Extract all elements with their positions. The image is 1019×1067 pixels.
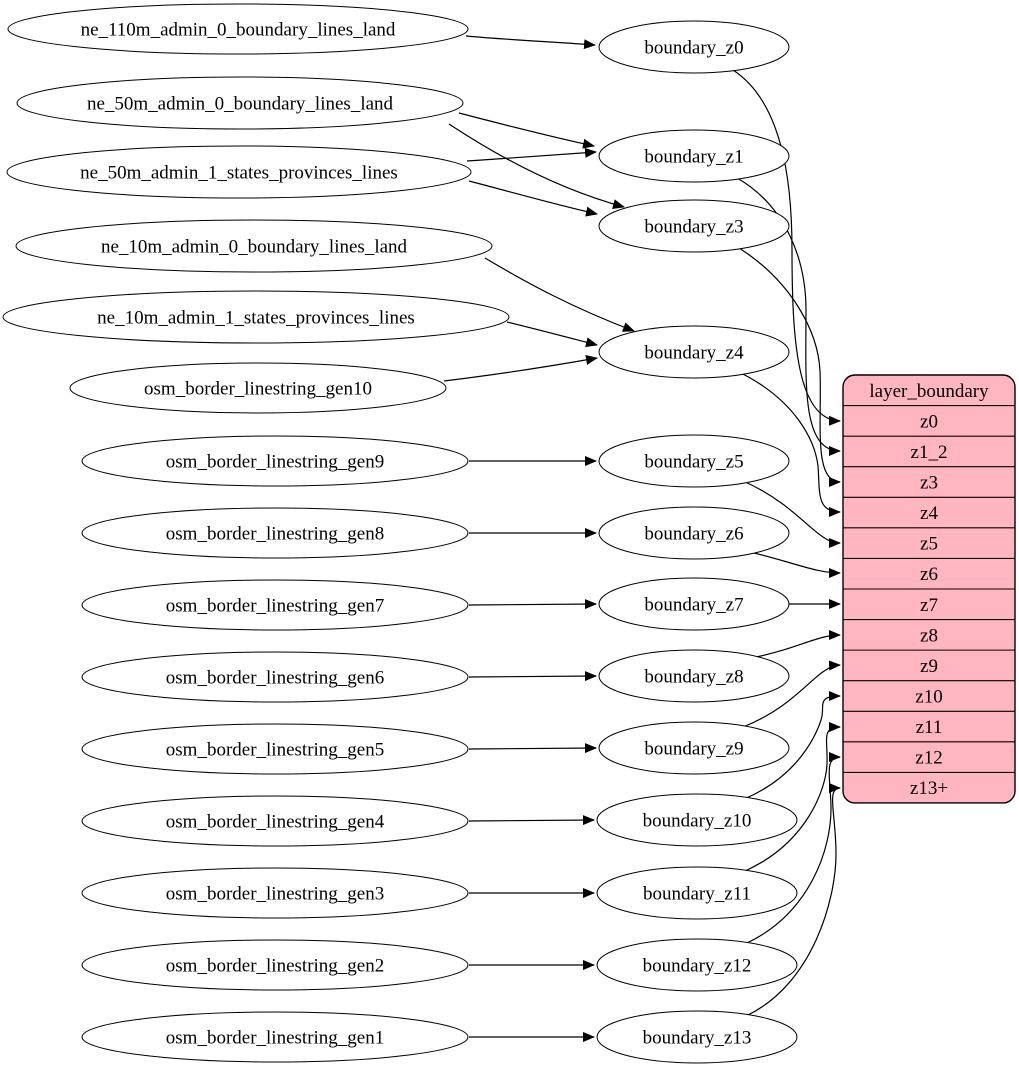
node-boundary_z10 (597, 794, 797, 846)
node-boundary_z11 (597, 867, 797, 919)
node-ne_110m_admin_0_boundary_lines_land (8, 4, 468, 54)
node-ne_10m_admin_1_states_provinces_lines (3, 291, 509, 343)
table-layer_boundary-title: layer_boundary (869, 380, 989, 402)
node-osm_border_linestring_gen2-label: osm_border_linestring_gen2 (165, 955, 385, 977)
node-ne_10m_admin_0_boundary_lines_land (16, 220, 492, 272)
node-ne_10m_admin_0_boundary_lines_land-label: ne_10m_admin_0_boundary_lines_land (100, 236, 408, 258)
table-row-z5: z5 (920, 533, 938, 555)
edge-boundary_z8-to-layer_boundary.z8 (746, 635, 840, 659)
node-osm_border_linestring_gen5 (82, 724, 468, 774)
edge-ne_50m_admin_0_boundary_lines_land-to-boundary_z3 (449, 124, 624, 207)
table-row-z3: z3 (920, 472, 938, 494)
edge-ne_110m_admin_0_boundary_lines_land-to-boundary_z0 (466, 36, 595, 45)
node-osm_border_linestring_gen5-label: osm_border_linestring_gen5 (165, 739, 385, 761)
node-osm_border_linestring_gen1 (82, 1012, 468, 1062)
table-row-z9: z9 (920, 655, 938, 677)
node-osm_border_linestring_gen10-label: osm_border_linestring_gen10 (144, 378, 372, 400)
node-osm_border_linestring_gen3-label: osm_border_linestring_gen3 (165, 883, 385, 905)
node-osm_border_linestring_gen8 (82, 508, 468, 558)
node-boundary_z6-label: boundary_z6 (644, 523, 744, 545)
node-boundary_z4-label: boundary_z4 (644, 342, 744, 364)
node-layer (3, 4, 797, 1063)
node-boundary_z1 (599, 130, 789, 182)
node-boundary_z4 (599, 326, 789, 378)
edge-osm_border_linestring_gen5-to-boundary_z9 (469, 748, 596, 749)
node-boundary_z12-label: boundary_z12 (642, 955, 752, 977)
node-boundary_z11-label: boundary_z11 (643, 883, 751, 905)
edge-ne_50m_admin_1_states_provinces_lines-to-boundary_z1 (467, 152, 596, 161)
node-boundary_z9-label: boundary_z9 (644, 738, 744, 760)
node-osm_border_linestring_gen10 (70, 363, 446, 413)
node-boundary_z12 (597, 939, 797, 991)
node-osm_border_linestring_gen8-label: osm_border_linestring_gen8 (165, 523, 385, 545)
edge-ne_50m_admin_0_boundary_lines_land-to-boundary_z1 (459, 113, 594, 146)
table-row-z6: z6 (920, 564, 938, 586)
edge-osm_border_linestring_gen4-to-boundary_z10 (469, 820, 594, 821)
edge-osm_border_linestring_gen7-to-boundary_z7 (469, 604, 596, 605)
table-row-z10: z10 (915, 686, 943, 708)
table-row-z13+: z13+ (909, 778, 949, 800)
table-row-z11: z11 (915, 717, 943, 739)
node-boundary_z3-label: boundary_z3 (644, 216, 744, 238)
node-boundary_z7 (599, 578, 789, 630)
table-row-z7: z7 (920, 594, 938, 616)
table-row-z12: z12 (915, 747, 943, 769)
node-ne_10m_admin_1_states_provinces_lines-label: ne_10m_admin_1_states_provinces_lines (97, 307, 415, 329)
table-layer (843, 375, 1015, 803)
edge-boundary_z6-to-layer_boundary.z6 (746, 551, 840, 573)
node-osm_border_linestring_gen9-label: osm_border_linestring_gen9 (165, 451, 385, 473)
node-ne_50m_admin_1_states_provinces_lines-label: ne_50m_admin_1_states_provinces_lines (80, 162, 398, 184)
table-row-z0: z0 (920, 411, 938, 433)
edge-osm_border_linestring_gen6-to-boundary_z8 (469, 676, 596, 677)
node-osm_border_linestring_gen1-label: osm_border_linestring_gen1 (165, 1027, 385, 1049)
node-osm_border_linestring_gen2 (82, 940, 468, 990)
node-osm_border_linestring_gen6-label: osm_border_linestring_gen6 (165, 667, 385, 689)
node-boundary_z9 (599, 722, 789, 774)
table-row-z4: z4 (920, 503, 938, 525)
node-osm_border_linestring_gen4 (82, 796, 468, 846)
node-boundary_z7-label: boundary_z7 (644, 594, 744, 616)
edge-ne_50m_admin_1_states_provinces_lines-to-boundary_z3 (469, 181, 597, 214)
node-osm_border_linestring_gen6 (82, 652, 468, 702)
node-boundary_z5 (599, 435, 789, 487)
table-row-z8: z8 (920, 625, 938, 647)
node-boundary_z1-label: boundary_z1 (644, 146, 744, 168)
node-boundary_z3 (599, 200, 789, 252)
node-boundary_z6 (599, 507, 789, 559)
node-osm_border_linestring_gen3 (82, 868, 468, 918)
node-boundary_z0-label: boundary_z0 (644, 37, 744, 59)
node-ne_50m_admin_1_states_provinces_lines (7, 146, 471, 198)
node-ne_50m_admin_0_boundary_lines_land (17, 77, 463, 129)
node-osm_border_linestring_gen7 (82, 580, 468, 630)
node-boundary_z5-label: boundary_z5 (644, 451, 744, 473)
node-boundary_z10-label: boundary_z10 (642, 810, 752, 832)
node-boundary_z8 (599, 650, 789, 702)
node-ne_110m_admin_0_boundary_lines_land-label: ne_110m_admin_0_boundary_lines_land (80, 19, 396, 41)
node-boundary_z13-label: boundary_z13 (642, 1027, 752, 1049)
node-osm_border_linestring_gen7-label: osm_border_linestring_gen7 (165, 595, 385, 617)
edge-osm_border_linestring_gen10-to-boundary_z4 (444, 358, 597, 381)
node-osm_border_linestring_gen4-label: osm_border_linestring_gen4 (165, 811, 385, 833)
node-boundary_z8-label: boundary_z8 (644, 666, 744, 688)
node-osm_border_linestring_gen9 (82, 436, 468, 486)
node-ne_50m_admin_0_boundary_lines_land-label: ne_50m_admin_0_boundary_lines_land (86, 93, 394, 115)
table-row-z1_2: z1_2 (910, 441, 948, 463)
node-boundary_z0 (599, 21, 789, 73)
edge-ne_10m_admin_1_states_provinces_lines-to-boundary_z4 (507, 322, 597, 345)
node-boundary_z13 (597, 1011, 797, 1063)
